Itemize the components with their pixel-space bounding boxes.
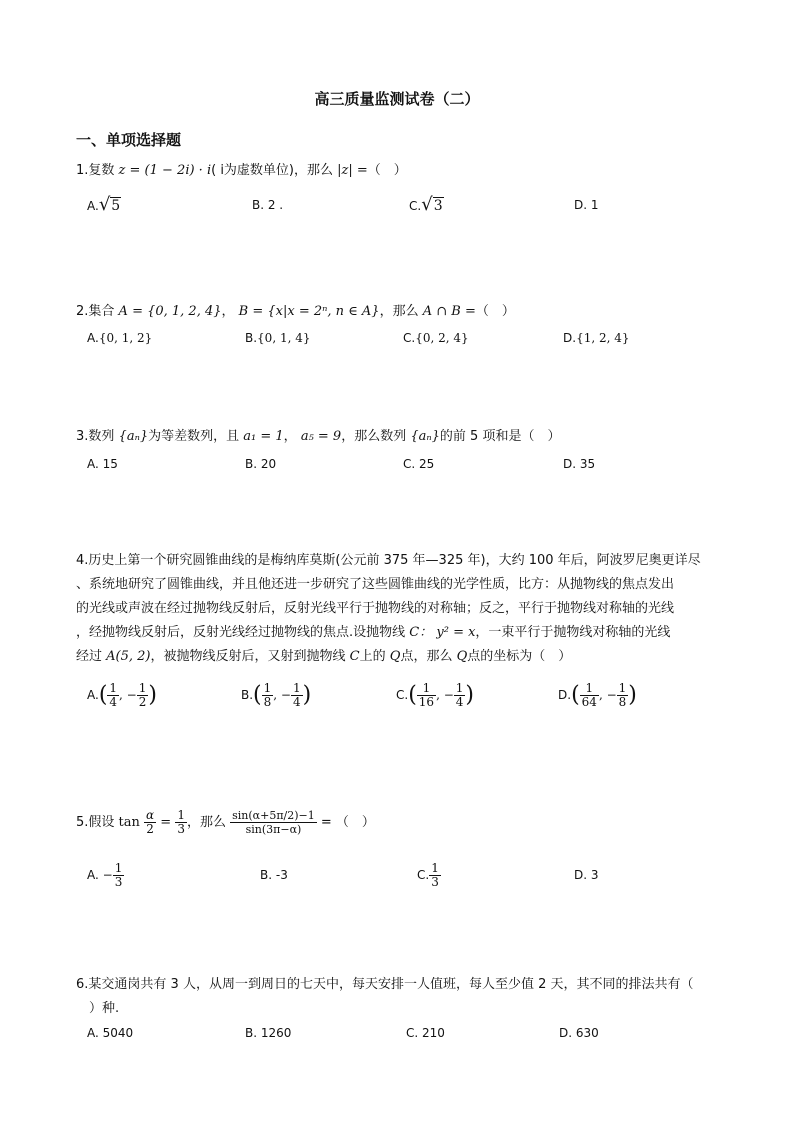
q2-option-d: D.{1, 2, 4} [563,331,630,345]
q6-option-a: A. 5040 [87,1026,134,1040]
q3-option-a: A. 15 [87,457,118,471]
q1-mid: ( i为虚数单位)，那么 [211,163,333,178]
q2-option-a: A.{0, 1, 2} [87,331,153,345]
sqrt-symbol: √3 [421,194,443,215]
q5-option-c: C. $\frac{1}{3}$ [417,861,439,889]
q2-set-a: A = {0, 1, 2, 4} [118,304,222,319]
q3-option-c: C. 25 [403,457,435,471]
question-2: 2.集合 A = {0, 1, 2, 4}， B = {x|x = 2ⁿ, n ∈ A}，那么 A ∩ B =（ ） [76,304,515,319]
q6-option-c: C. 210 [406,1026,445,1040]
q1-abs: |z| = [337,163,368,178]
q1-lead: 1.复数 [76,163,115,178]
question-3: 3.数列 {aₙ}为等差数列，且 a₁ = 1， a₅ = 9，那么数列 {aₙ}的前 5 项和是（ ） [76,429,561,444]
q1-option-a: A.√5 [87,194,121,215]
page-title: 高三质量监测试卷（二） [314,90,480,108]
q3-option-d: D. 35 [563,457,596,471]
question-1 [76,162,407,180]
q6-option-b: B. 1260 [245,1026,292,1040]
q6-option-d: D. 630 [559,1026,599,1040]
q2-set-b: B = {x|x = 2ⁿ, n ∈ A} [238,304,380,319]
q2-option-b: B.{0, 1, 4} [245,331,311,345]
question-6: 6.某交通岗共有 3 人，从周一到周日的七天中，每天安排一人值班，每人至少值 2 天，其不同的排法共有（ ）种. [76,977,694,1016]
q4-option-a: A.( $\frac{1}{4}$ , − $\frac{1}{2}$ ) [87,681,157,709]
question-4: 4.历史上第一个研究圆锥曲线的是梅纳库莫斯(公元前 375 年—325 年)，大约 100 年后，阿波罗尼奥更详尽 、系统地研究了圆锥曲线，并且他还进一步研究了这些圆锥曲线的光学性质，比方：从抛物线的焦点发出 的光线或声波在经过抛物线反射后，反射光线平行于抛物线的对称轴；反之，平行于抛物线对称轴的光线 ，经抛物线反射后，反射光线经过抛物线的焦点.设抛物线 C： y² = x，一束平行于抛物线对称轴的光线 经过 A(5, 2)，被抛物线反射后，又射到抛物线 C上的 Q点，那么 Q点的坐标为（ ） [76,553,701,664]
sqrt-symbol: √5 [98,194,121,215]
q1-option-c: C.√3 [409,194,443,215]
q5-option-b: B. -3 [260,868,288,882]
q3-option-b: B. 20 [245,457,277,471]
q4-option-c: C.( $\frac{1}{16}$ , − $\frac{1}{4}$ ) [396,681,474,709]
q5-option-d: D. 3 [574,868,599,882]
q1-option-b: B. 2 . [252,198,284,212]
q5-option-a: A. − $\frac{1}{3}$ [87,861,123,889]
q2-expression: A ∩ B = [422,304,476,319]
q2-option-c: C.{0, 2, 4} [403,331,469,345]
question-5: 5.假设 tan $\frac{\alpha}{2}$ = $\frac{1}{3}$ ，那么 $\frac{\sin(\alpha+5\pi/2)-1}{\sin(3\pi-\alpha)}$ = （ ） [76,808,375,836]
q1-tail: （ ） [367,163,407,178]
q4-option-b: B.( $\frac{1}{8}$ , − $\frac{1}{4}$ ) [241,681,312,709]
q1-option-d: D. 1 [574,198,599,212]
q4-option-d: D.( $\frac{1}{64}$ , − $\frac{1}{8}$ ) [558,681,637,709]
q1-expression: z = (1 − 2i) · i [118,163,212,178]
section-heading: 一、单项选择题 [76,131,182,149]
